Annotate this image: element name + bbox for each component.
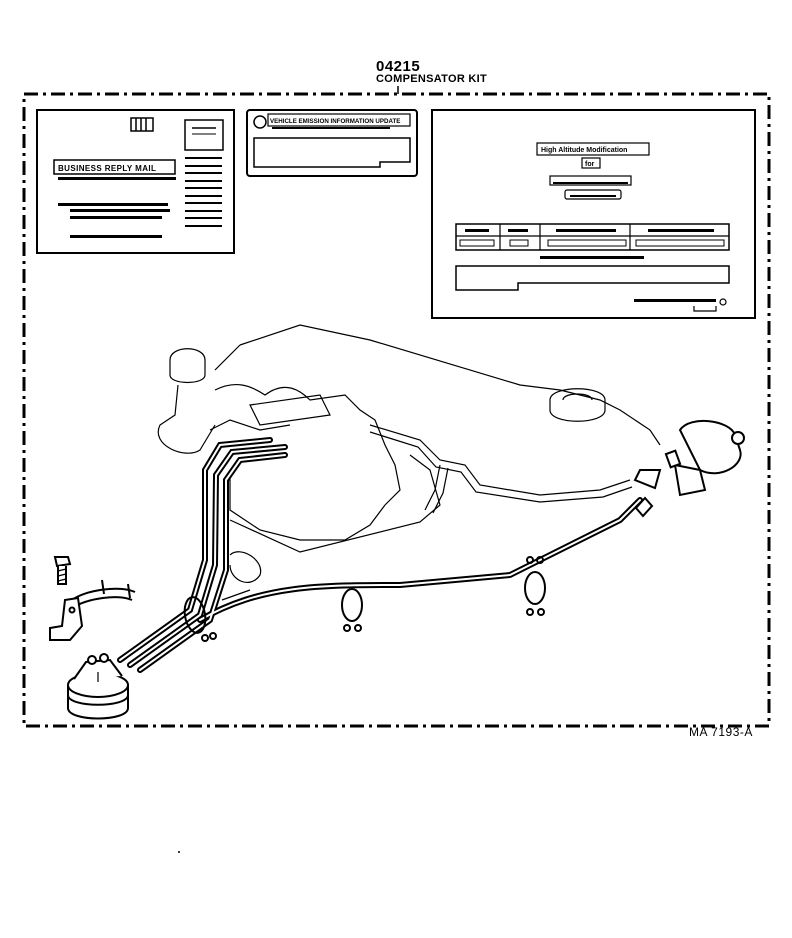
altitude-label-for: for bbox=[585, 161, 595, 168]
hose-clamp-icon bbox=[342, 589, 362, 631]
altitude-label-title: High Altitude Modification bbox=[541, 147, 628, 154]
emission-label-title: VEHICLE EMISSION INFORMATION UPDATE bbox=[270, 118, 401, 125]
reply-mail-card bbox=[37, 110, 234, 253]
kit-name: COMPENSATOR KIT bbox=[376, 73, 488, 85]
engine-outline bbox=[158, 325, 660, 600]
emission-info-label bbox=[247, 110, 417, 176]
bolt-icon bbox=[55, 557, 70, 584]
part-number: 04215 bbox=[376, 58, 421, 75]
vacuum-hose-bundle-highlight bbox=[120, 440, 640, 670]
reply-card-label: BUSINESS REPLY MAIL bbox=[58, 164, 157, 173]
altitude-modification-label bbox=[432, 110, 755, 318]
diagram-reference-code: MA 7193-A bbox=[689, 725, 753, 739]
scan-speck bbox=[178, 851, 180, 853]
altitude-compensator-icon bbox=[68, 654, 128, 719]
vacuum-hose-bundle bbox=[120, 440, 640, 670]
mounting-bracket-icon bbox=[50, 580, 135, 640]
